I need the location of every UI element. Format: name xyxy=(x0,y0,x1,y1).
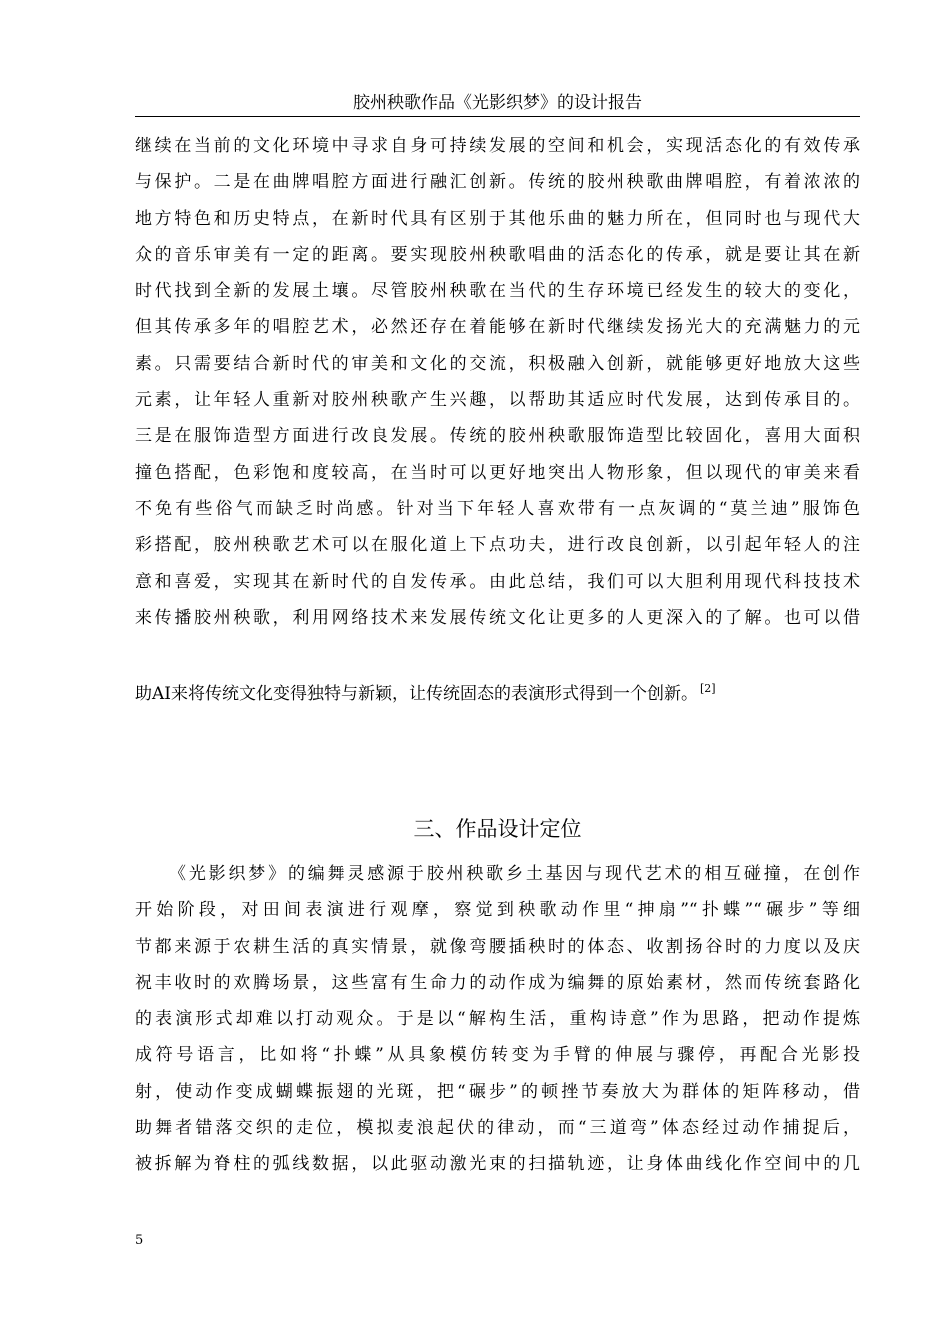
paragraph-line: 但其传承多年的唱腔艺术，必然还存在着能够在新时代继续发扬光大的充满魅力的元 xyxy=(135,317,860,338)
paragraph-1-last-line xyxy=(135,676,860,712)
paragraph-line: 开始阶段，对田间表演进行观摩，察觉到秧歌动作里“抻扇”“扑蝶”“碾步”等细 xyxy=(135,900,860,921)
paragraph-line: 祝丰收时的欢腾场景，这些富有生命力的动作成为编舞的原始素材，然而传统套路化 xyxy=(135,972,860,993)
paragraph-line: 时代找到全新的发展土壤。尽管胶州秧歌在当代的生存环境已经发生的较大的变化， xyxy=(135,281,860,302)
paragraph-line: 成符号语言，比如将“扑蝶”从具象模仿转变为手臂的伸展与骤停，再配合光影投 xyxy=(135,1045,860,1066)
paragraph-line: 素。只需要结合新时代的审美和文化的交流，积极融入创新，就能够更好地放大这些 xyxy=(135,353,860,374)
page-number: 5 xyxy=(135,1233,144,1248)
paragraph-line: 继续在当前的文化环境中寻求自身可持续发展的空间和机会，实现活态化的有效传承 xyxy=(135,136,860,156)
paragraph-last-text: 助AI来将传统文化变得独特与新颖，让传统固态的表演形式得到一个创新。 xyxy=(135,684,698,704)
running-header: 胶州秧歌作品《光影织梦》的设计报告 xyxy=(353,93,642,113)
citation-marker[interactable]: [2] xyxy=(700,682,716,696)
paragraph-line: 的表演形式却难以打动观众。于是以“解构生活，重构诗意”作为思路，把动作提炼 xyxy=(135,1009,860,1030)
paragraph-line: 彩搭配，胶州秧歌艺术可以在服化道上下点功夫，进行改良创新，以引起年轻人的注 xyxy=(135,535,860,556)
paragraph-line: 元素，让年轻人重新对胶州秧歌产生兴趣，以帮助其适应时代发展，达到传承目的。 xyxy=(135,390,860,411)
paragraph-line: 被拆解为脊柱的弧线数据，以此驱动激光束的扫描轨迹，让身体曲线化作空间中的几 xyxy=(135,1154,860,1175)
header-rule xyxy=(135,116,860,117)
paragraph-line-last xyxy=(135,676,860,712)
paragraph-2 xyxy=(135,856,860,1183)
paragraph-1 xyxy=(135,128,860,636)
paragraph-line: 撞色搭配，色彩饱和度较高，在当时可以更好地突出人物形象，但以现代的审美来看 xyxy=(135,462,860,483)
paragraph-line: 三是在服饰造型方面进行改良发展。传统的胶州秧歌服饰造型比较固化，喜用大面积 xyxy=(135,426,860,447)
paragraph-line: 地方特色和历史特点，在新时代具有区别于其他乐曲的魅力所在，但同时也与现代大 xyxy=(135,208,860,229)
paragraph-line: 助舞者错落交织的走位，模拟麦浪起伏的律动，而“三道弯”体态经过动作捕捉后， xyxy=(135,1118,860,1139)
paragraph-line: 众的音乐审美有一定的距离。要实现胶州秧歌唱曲的活态化的传承，就是要让其在新 xyxy=(135,244,860,265)
paragraph-line: 射，使动作变成蝴蝶振翅的光斑，把“碾步”的顿挫节奏放大为群体的矩阵移动，借 xyxy=(135,1081,860,1102)
paragraph-line: 与保护。二是在曲牌唱腔方面进行融汇创新。传统的胶州秧歌曲牌唱腔，有着浓浓的 xyxy=(135,172,860,193)
paragraph-line: 来传播胶州秧歌，利用网络技术来发展传统文化让更多的人更深入的了解。也可以借 xyxy=(135,607,860,628)
paragraph-line: 节都来源于农耕生活的真实情景，就像弯腰插秧时的体态、收割扬谷时的力度以及庆 xyxy=(135,936,860,957)
paragraph-line: 意和喜爱，实现其在新时代的自发传承。由此总结，我们可以大胆利用现代科技技术 xyxy=(135,571,860,592)
section-heading: 三、作品设计定位 xyxy=(413,817,582,841)
paragraph-line: 《光影织梦》的编舞灵感源于胶州秧歌乡土基因与现代艺术的相互碰撞，在创作 xyxy=(169,864,860,884)
paragraph-line: 不免有些俗气而缺乏时尚感。针对当下年轻人喜欢带有一点灰调的“莫兰迪”服饰色 xyxy=(135,498,860,519)
